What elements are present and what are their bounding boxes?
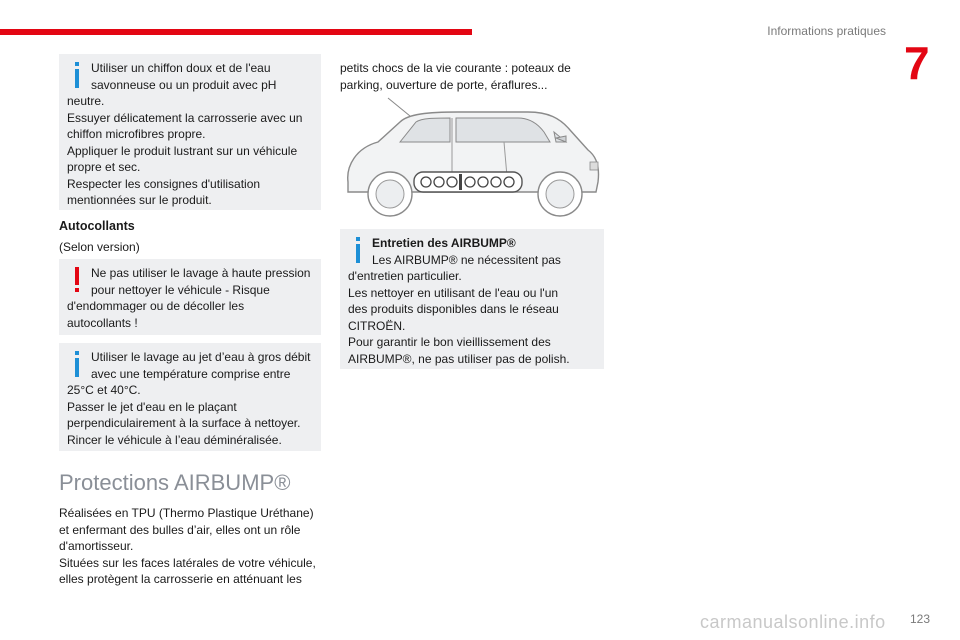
info-icon <box>351 237 365 263</box>
info-box-line: 25°C et 40°C. <box>67 383 141 397</box>
warning-box-line: autocollants ! <box>67 315 138 330</box>
paragraph-line: elles protègent la carrosserie en atténuant les <box>59 572 302 586</box>
car-airbump-illustration <box>338 96 604 226</box>
info-box-water-jet <box>59 343 321 451</box>
autocollants-heading: Autocollants <box>59 219 135 233</box>
chapter-number: 7 <box>904 37 930 89</box>
paragraph-line: d'amortisseur. <box>59 539 134 553</box>
page-number: 123 <box>909 612 930 626</box>
info-box-line: avec une température comprise entre <box>91 366 291 381</box>
info-box-cleaning <box>59 54 321 210</box>
intro-paragraph <box>340 60 571 93</box>
info-box-line: neutre. <box>67 94 105 108</box>
info-box-line: Les AIRBUMP® ne nécessitent pas <box>372 252 561 267</box>
info-box-line: AIRBUMP®, ne pas utiliser pas de polish. <box>348 351 570 366</box>
info-box-line: chiffon microfibres propre. <box>67 127 206 141</box>
paragraph-line: et enfermant des bulles d’air, elles ont un rôle <box>59 522 301 537</box>
info-icon <box>70 351 84 377</box>
info-box-line: d'entretien particulier. <box>348 269 462 283</box>
info-box-title: Entretien des AIRBUMP® <box>372 236 516 250</box>
info-box-line: Essuyer délicatement la carrosserie avec un <box>67 110 303 125</box>
info-box-line: Les nettoyer en utilisant de l'eau ou l'un <box>348 285 559 300</box>
info-box-line: Appliquer le produit lustrant sur un véhicule <box>67 143 298 158</box>
info-box-line: Respecter les consignes d'utilisation <box>67 176 261 191</box>
info-icon <box>70 62 84 88</box>
info-box-line: Utiliser un chiffon doux et de l'eau <box>91 61 271 75</box>
section-title: Informations pratiques <box>767 24 886 38</box>
info-box-line: Utiliser le lavage au jet d’eau à gros débit <box>91 350 311 364</box>
header-accent-bar <box>0 29 472 35</box>
warning-box-line: Ne pas utiliser le lavage à haute pression <box>91 266 311 280</box>
paragraph-line: parking, ouverture de porte, éraflures... <box>340 77 548 92</box>
protections-paragraph <box>59 505 316 588</box>
warning-box-line: d'endommager ou de décoller les <box>67 299 245 313</box>
warning-icon <box>70 267 84 293</box>
info-box-line: mentionnées sur le produit. <box>67 193 212 207</box>
info-box-line: Passer le jet d'eau en le plaçant <box>67 399 237 414</box>
info-box-line: des produits disponibles dans le réseau <box>348 302 559 316</box>
paragraph-line: Situées sur les faces latérales de votre véhicule, <box>59 555 316 570</box>
selon-version-note: (Selon version) <box>59 240 140 254</box>
info-box-line: propre et sec. <box>67 160 141 174</box>
warning-box-line: pour nettoyer le véhicule - Risque <box>91 282 270 297</box>
info-box-line: Rincer le véhicule à l’eau déminéralisée. <box>67 432 282 447</box>
paragraph-line: petits chocs de la vie courante : poteaux de <box>340 61 571 75</box>
info-box-line: perpendiculairement à la surface à nettoyer. <box>67 416 301 430</box>
watermark-text: carmanualsonline.info <box>700 612 886 632</box>
paragraph-line: Réalisées en TPU (Thermo Plastique Uréthane) <box>59 506 314 520</box>
info-box-line: Pour garantir le bon vieillissement des <box>348 335 551 349</box>
info-box-line: savonneuse ou un produit avec pH <box>91 77 277 92</box>
protections-airbump-title: Protections AIRBUMP® <box>59 470 291 495</box>
warning-box-high-pressure <box>59 259 321 335</box>
info-box-line: CITROËN. <box>348 318 406 333</box>
info-box-airbump-maintenance <box>340 229 604 369</box>
